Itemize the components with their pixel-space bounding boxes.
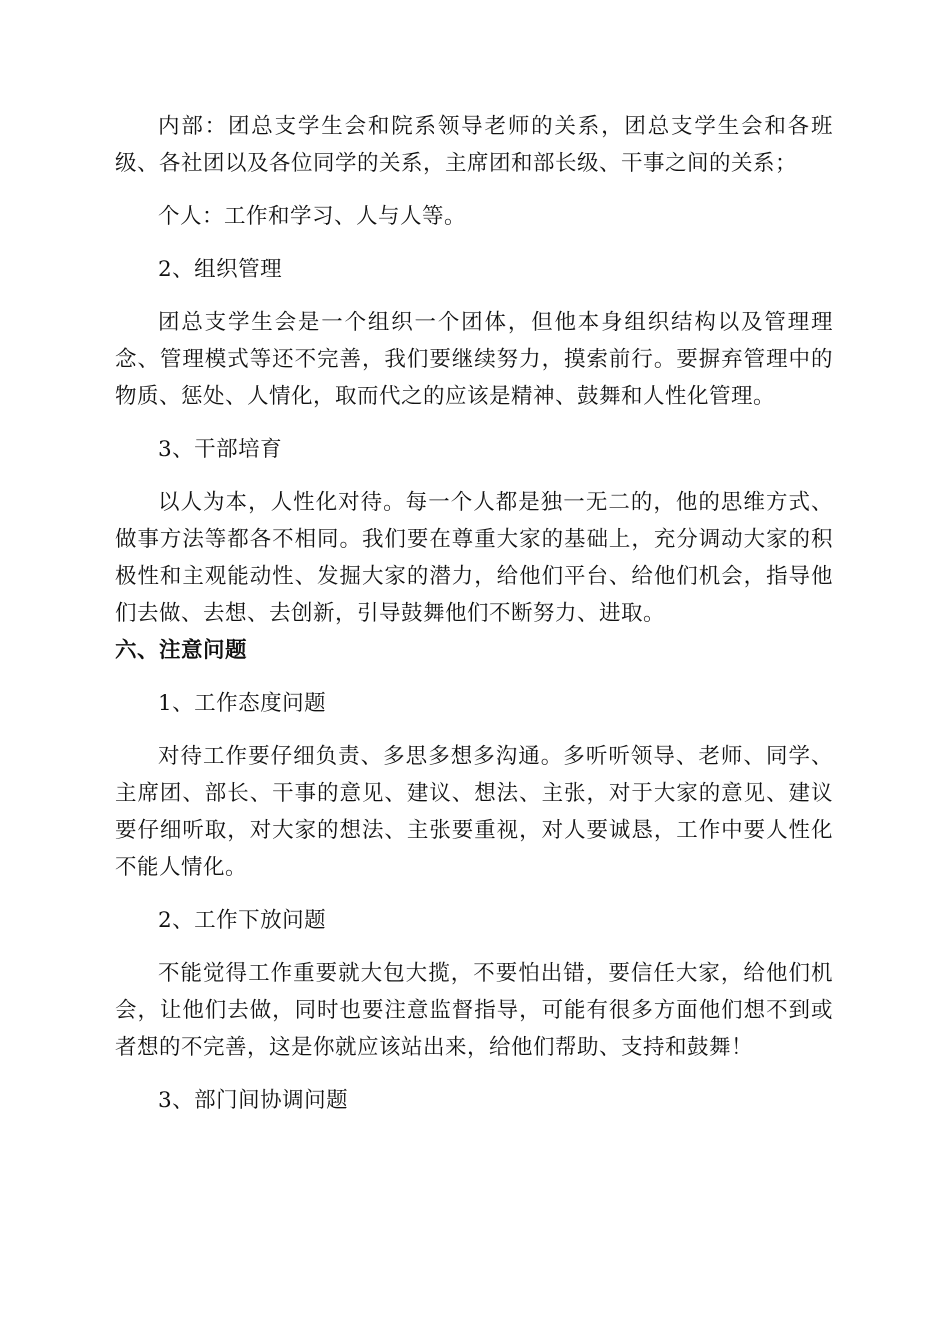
subheading-cadre-training: 3、干部培育 <box>158 437 283 462</box>
subheading-work-attitude: 1、工作态度问题 <box>158 691 327 716</box>
document-body <box>115 108 833 1119</box>
paragraph-internal-relations: 内部：团总支学生会和院系领导老师的关系，团总支学生会和各班级、各社团以及各位同学的关系，主席团和部长级、干事之间的关系； <box>115 114 833 176</box>
paragraph-cadre-training: 以人为本，人性化对待。每一个人都是独一无二的，他的思维方式、做事方法等都各不相同。我们要在尊重大家的基础上，充分调动大家的积极性和主观能动性、发掘大家的潜力，给他们平台、给他们机会，指导他们去做、去想、去创新，引导鼓舞他们不断努力、进取。 <box>115 490 833 626</box>
paragraph-personal: 个人：工作和学习、人与人等。 <box>158 204 467 229</box>
subheading-department-coordination: 3、部门间协调问题 <box>158 1088 349 1113</box>
subheading-work-delegation: 2、工作下放问题 <box>158 908 327 933</box>
paragraph-work-attitude: 对待工作要仔细负责、多思多想多沟通。多听听领导、老师、同学、主席团、部长、干事的意见、建议、想法、主张，对于大家的意见、建议要仔细听取，对大家的想法、主张要重视，对人要诚恳，工作中要人性化不能人情化。 <box>115 744 833 880</box>
paragraph-work-delegation: 不能觉得工作重要就大包大揽，不要怕出错，要信任大家，给他们机会，让他们去做，同时也要注意监督指导，可能有很多方面他们想不到或者想的不完善，这是你就应该站出来，给他们帮助、支持和鼓舞！ <box>115 961 833 1060</box>
section-heading: 六、注意问题 <box>115 638 248 663</box>
paragraph-organization-management: 团总支学生会是一个组织一个团体，但他本身组织结构以及管理理念、管理模式等还不完善，我们要继续努力，摸索前行。要摒弃管理中的物质、惩处、人情化，取而代之的应该是精神、鼓舞和人性化管理。 <box>115 310 833 409</box>
subheading-organization-management: 2、组织管理 <box>158 257 283 282</box>
